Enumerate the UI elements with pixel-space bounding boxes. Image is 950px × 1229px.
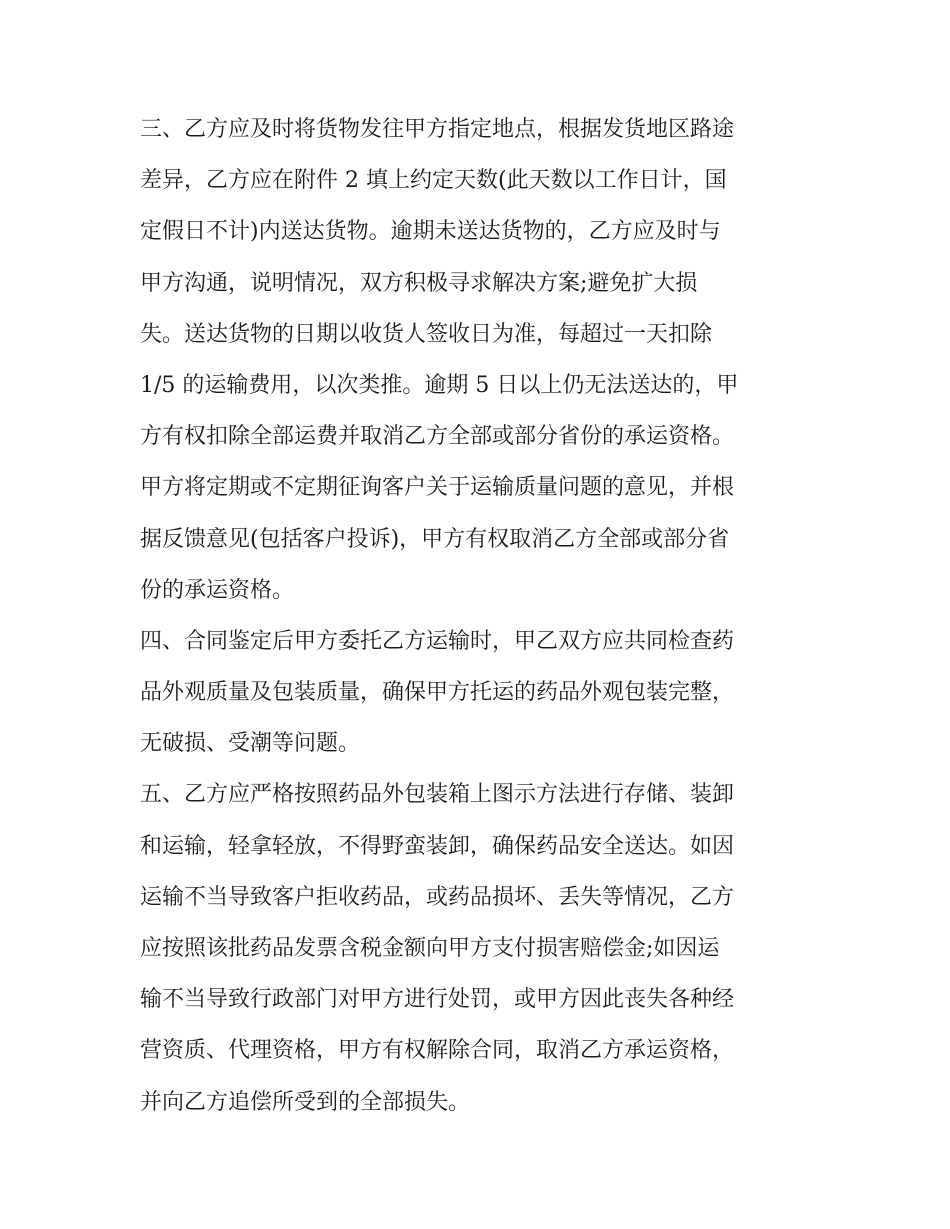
text-line: 据反馈意见(包括客户投诉)，甲方有权取消乙方全部或部分省 xyxy=(140,526,730,552)
text-line: 份的承运资格。 xyxy=(140,577,295,603)
text-line: 四、合同鉴定后甲方委托乙方运输时，甲乙双方应共同检查药 xyxy=(140,628,735,654)
text-line: 方有权扣除全部运费并取消乙方全部或部分省份的承运资格。 xyxy=(140,424,735,450)
text-line: 输不当导致行政部门对甲方进行处罚，或甲方因此丧失各种经 xyxy=(140,987,735,1013)
text-line: 五、乙方应严格按照药品外包装箱上图示方法进行存储、装卸 xyxy=(140,782,735,808)
text-line: 定假日不计)内送达货物。逾期未送达货物的，乙方应及时与 xyxy=(140,219,721,245)
text-line: 应按照该批药品发票含税金额向甲方支付损害赔偿金;如因运 xyxy=(140,936,720,961)
text-line: 运输不当导致客户拒收药品，或药品损坏、丢失等情况，乙方 xyxy=(140,884,735,910)
text-line: 差异，乙方应在附件 2 填上约定天数(此天数以工作日计，国 xyxy=(140,168,727,194)
text-line: 失。送达货物的日期以收货人签收日为准，每超过一天扣除 xyxy=(140,321,713,347)
text-line: 品外观质量及包装质量，确保甲方托运的药品外观包装完整， xyxy=(140,680,735,706)
text-line: 并向乙方追偿所受到的全部损失。 xyxy=(140,1089,471,1115)
text-line: 甲方沟通，说明情况，双方积极寻求解决方案;避免扩大损 xyxy=(140,270,698,296)
text-line: 无破损、受潮等问题。 xyxy=(140,731,361,757)
text-line: 1/5 的运输费用，以次类推。逾期 5 日以上仍无法送达的，甲 xyxy=(140,372,739,398)
document-body xyxy=(140,104,820,1128)
text-line: 甲方将定期或不定期征询客户关于运输质量问题的意见，并根 xyxy=(140,475,735,501)
text-line: 营资质、代理资格，甲方有权解除合同，取消乙方承运资格， xyxy=(140,1038,735,1064)
text-line: 三、乙方应及时将货物发往甲方指定地点，根据发货地区路途 xyxy=(140,117,735,142)
text-line: 和运输，轻拿轻放，不得野蛮装卸，确保药品安全送达。如因 xyxy=(140,833,735,859)
